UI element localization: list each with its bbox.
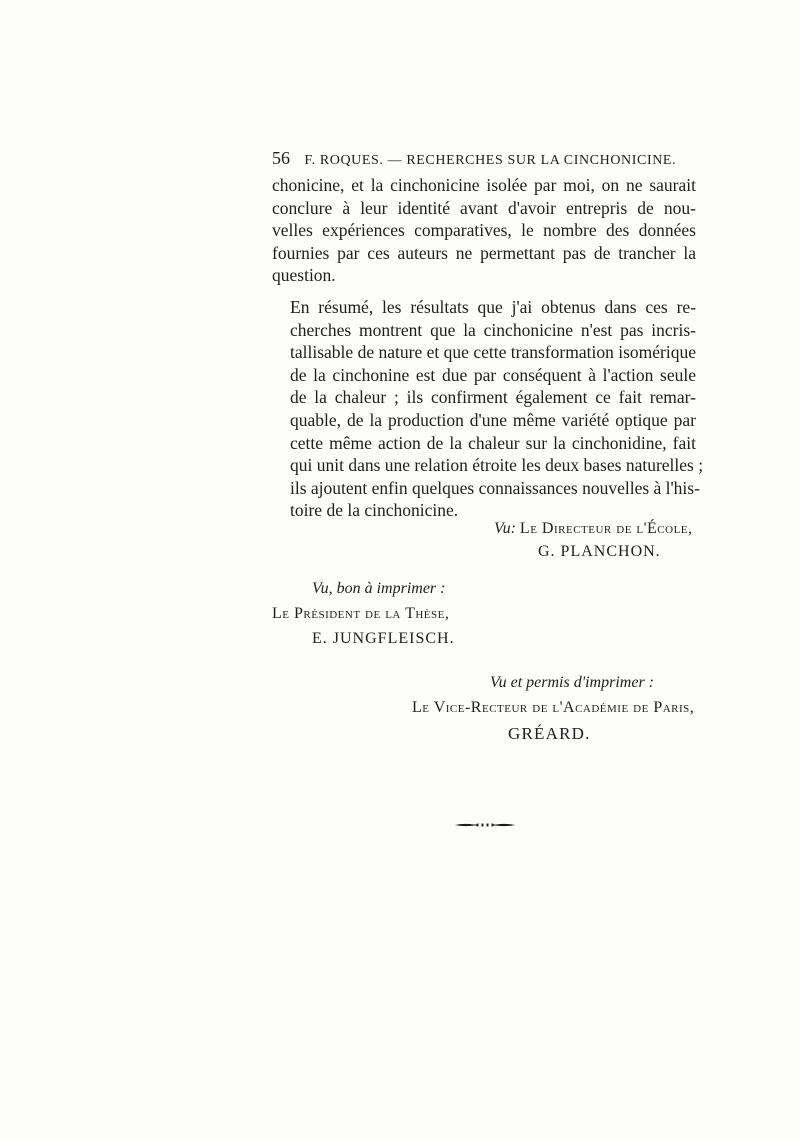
bon-a-imprimer-label: Vu, bon à imprimer :: [312, 580, 446, 597]
president-name: E. JUNGFLEISCH.: [312, 630, 455, 647]
page-number: 56: [272, 148, 290, 168]
typographic-ornament-icon: [454, 819, 516, 831]
text-line: En résumé, les résultats que j'ai obtenus dans ces re-: [290, 297, 696, 317]
permis-imprimer-label: Vu et permis d'imprimer :: [490, 674, 654, 691]
text-line: tallisable de nature et que cette transformation isomérique: [290, 342, 696, 363]
director-approval: [494, 520, 693, 538]
text-line: toire de la cinchonicine.: [290, 500, 459, 521]
text-line: ils ajoutent enfin quelques connaissances nouvelles à l'his-: [290, 477, 700, 498]
vu-label: Vu:: [494, 520, 516, 537]
text-line: question.: [272, 265, 336, 286]
vice-recteur-title: Le Vice-Recteur de l'Académie de Paris,: [412, 699, 695, 716]
director-name: G. PLANCHON.: [538, 543, 661, 560]
text-line: quable, de la production d'une même variété optique par: [290, 409, 696, 430]
text-line: cette même action de la chaleur sur la cinchonidine, fait: [290, 432, 696, 453]
text-line: fournies par ces auteurs ne permettant pas de trancher la: [272, 242, 696, 263]
text-line: cherches montrent que la cinchonicine n'est pas incris-: [290, 319, 696, 340]
text-line: qui unit dans une relation étroite les deux bases naturelles ;: [290, 455, 704, 476]
running-header: [272, 148, 696, 169]
text-line: velles expériences comparatives, le nombre des données: [272, 220, 696, 241]
paragraph-summary: [272, 296, 704, 522]
text-line: de la chaleur ; ils confirment également ce fait remar-: [290, 387, 696, 408]
vice-recteur-name: GRÉARD.: [508, 724, 591, 743]
running-title: F. ROQUES. — RECHERCHES SUR LA CINCHONICINE.: [304, 153, 677, 168]
text-line: conclure à leur identité avant d'avoir entrepris de nou-: [272, 197, 696, 218]
text-line: de la cinchonine est due par conséquent à l'action seule: [290, 364, 696, 385]
text-line: chonicine, et la cinchonicine isolée par moi, on ne saurait: [272, 175, 696, 195]
director-title: Le Directeur de l'École,: [519, 520, 693, 537]
president-title: Le Président de la Thèse,: [272, 605, 450, 622]
paragraph-continuation: [272, 174, 696, 287]
